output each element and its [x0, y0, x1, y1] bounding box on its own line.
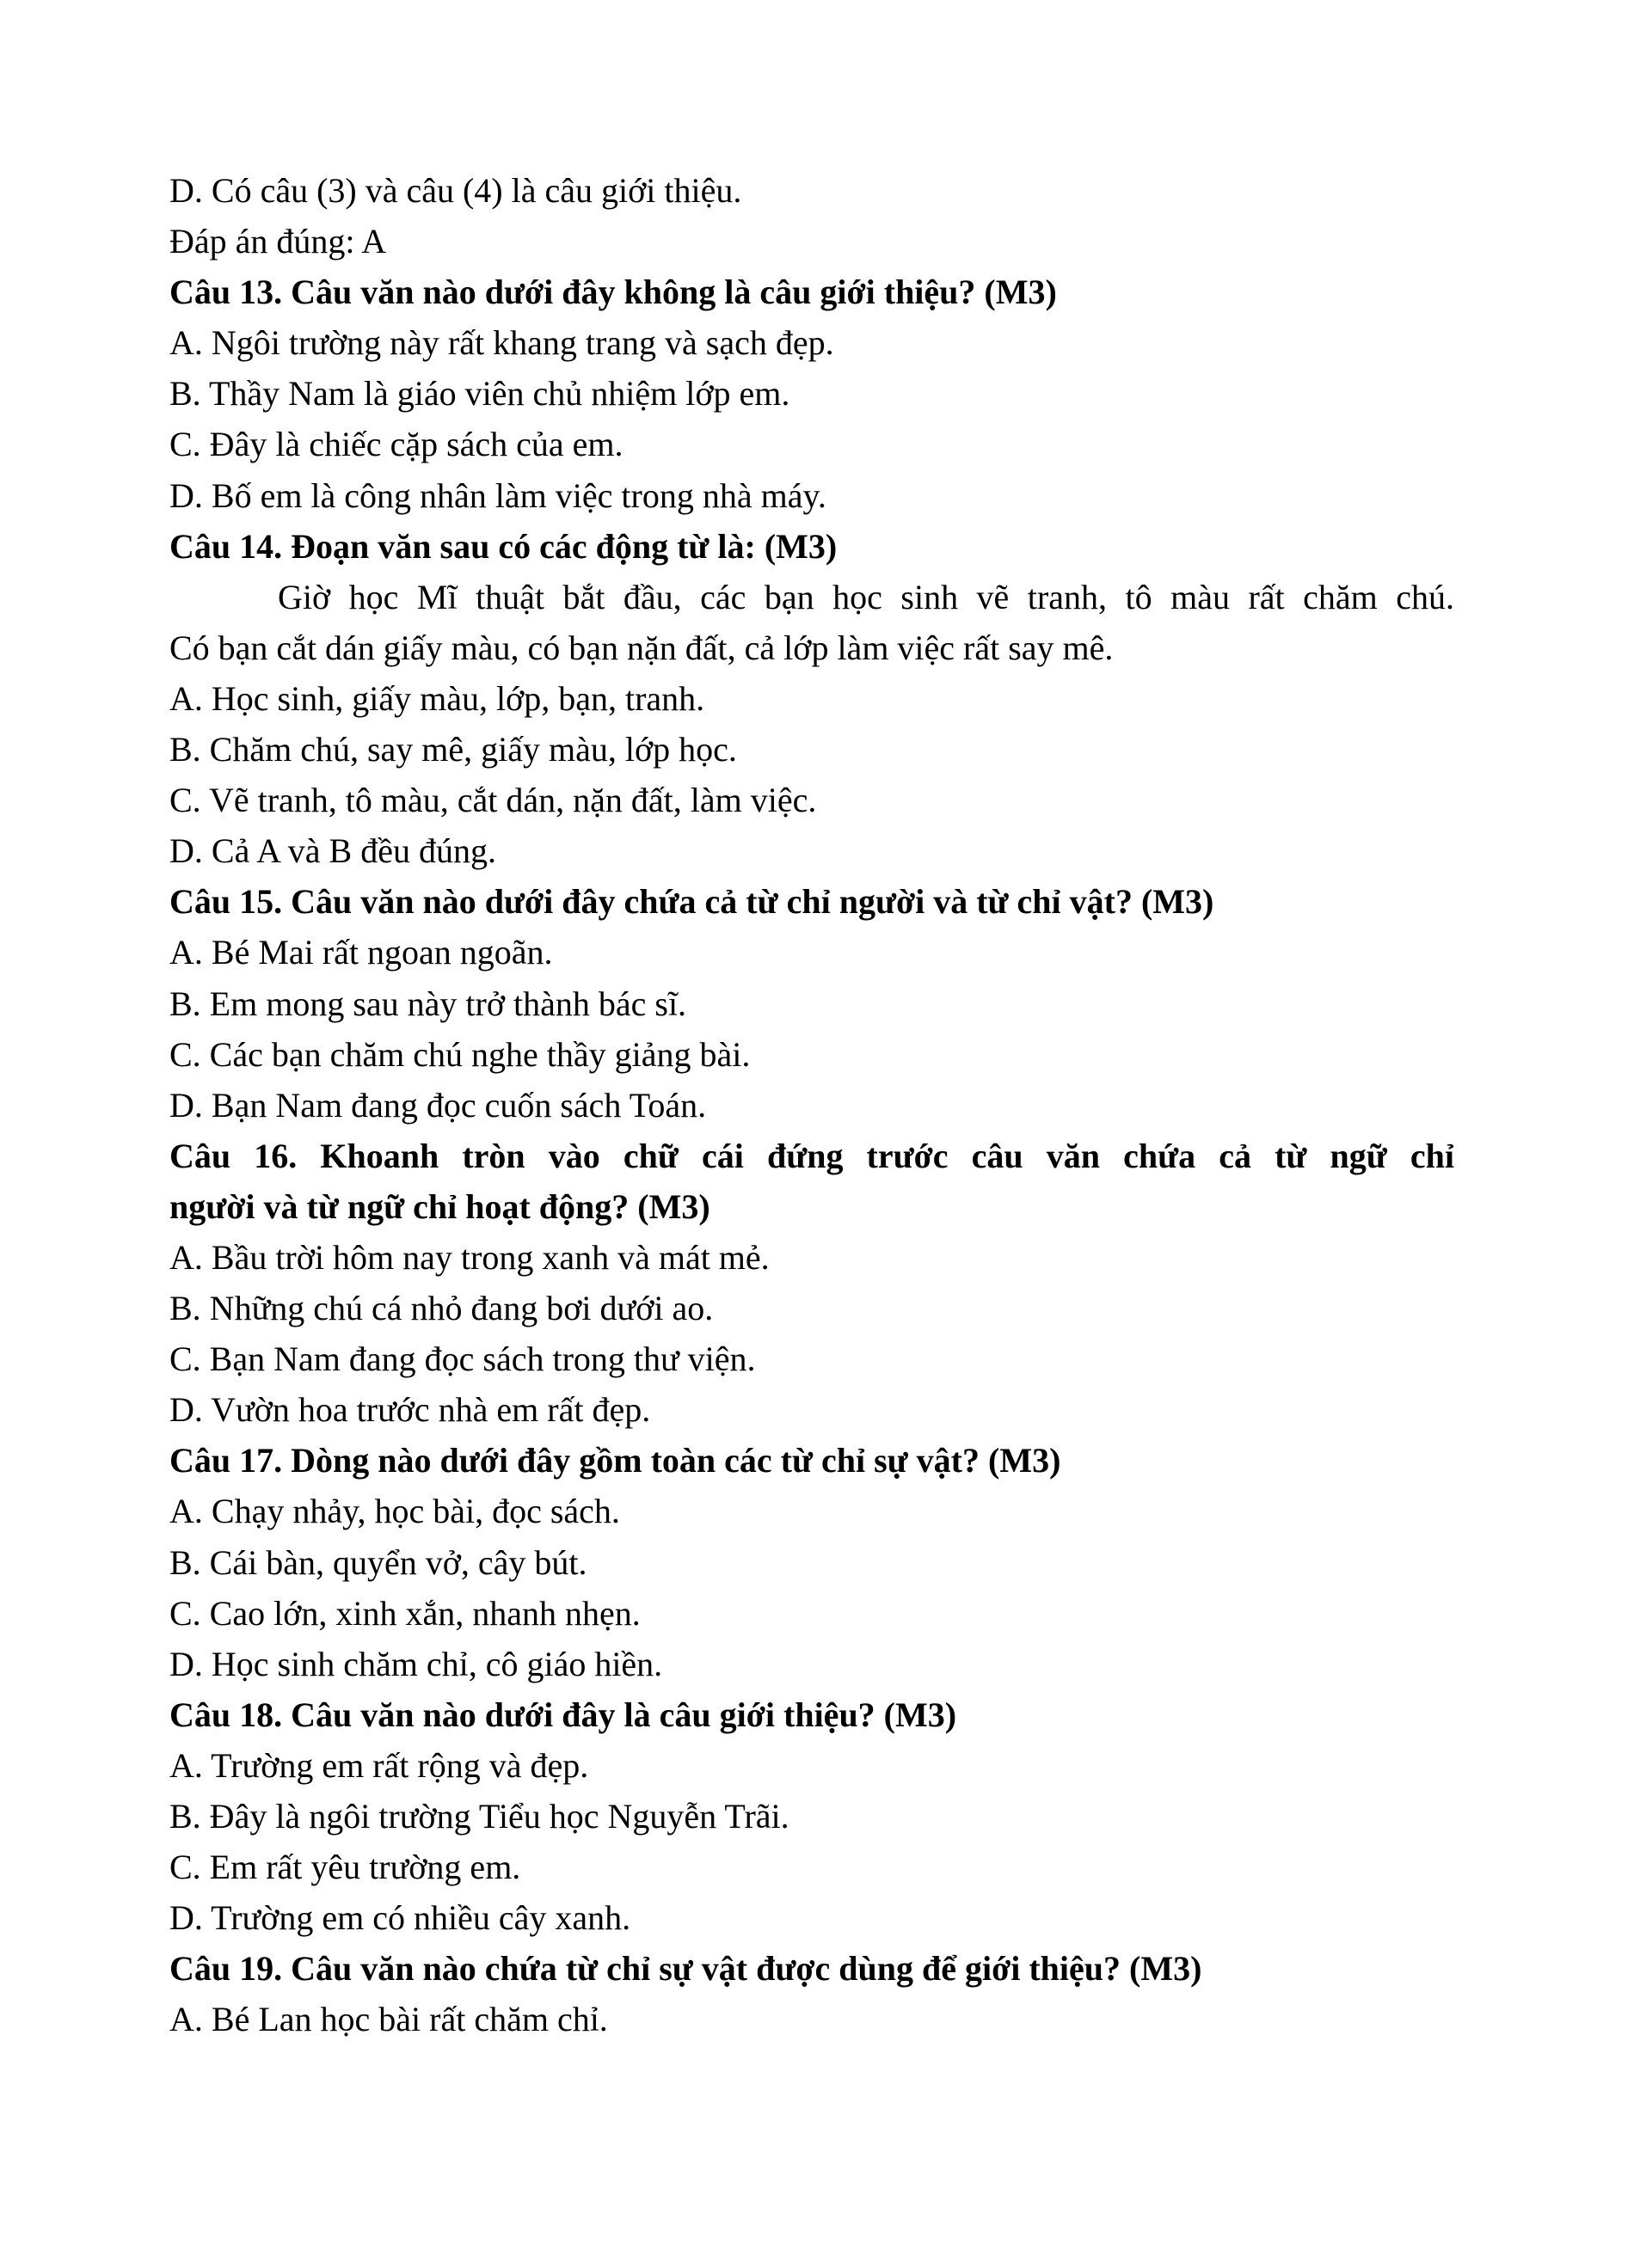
option-c-q18: C. Em rất yêu trường em.: [169, 1848, 521, 1887]
option-d-q18: D. Trường em có nhiều cây xanh.: [169, 1898, 631, 1938]
passage-line-1: Giờ học Mĩ thuật bắt đầu, các bạn học sinh vẽ tranh, tô màu rất chăm chú.: [278, 577, 1454, 616]
option-a-q17: A. Chạy nhảy, học bài, đọc sách.: [169, 1492, 620, 1531]
question-13: Câu 13. Câu văn nào dưới đây không là câu giới thiệu? (M3): [169, 273, 1057, 312]
option-b-q18: B. Đây là ngôi trường Tiểu học Nguyễn Trãi.: [169, 1797, 789, 1836]
passage-line-2: Có bạn cắt dán giấy màu, có bạn nặn đất, cả lớp làm việc rất say mê.: [169, 628, 1114, 667]
answer-q12: Đáp án đúng: A: [169, 222, 387, 261]
option-a-q16: A. Bầu trời hôm nay trong xanh và mát mẻ.: [169, 1237, 770, 1277]
option-d-q16: D. Vườn hoa trước nhà em rất đẹp.: [169, 1390, 651, 1430]
option-b-q14: B. Chăm chú, say mê, giấy màu, lớp học.: [169, 730, 737, 769]
option-b-q17: B. Cái bàn, quyển vở, cây bút.: [169, 1542, 587, 1582]
question-15: Câu 15. Câu văn nào dưới đây chứa cả từ chỉ người và từ chỉ vật? (M3): [169, 882, 1214, 922]
option-b-q16: B. Những chú cá nhỏ đang bơi dưới ao.: [169, 1289, 714, 1328]
option-d-q15: D. Bạn Nam đang đọc cuốn sách Toán.: [169, 1085, 707, 1125]
question-17: Câu 17. Dòng nào dưới đây gồm toàn các từ chỉ sự vật? (M3): [169, 1441, 1061, 1480]
option-b-q13: B. Thầy Nam là giáo viên chủ nhiệm lớp em.: [169, 374, 790, 414]
option-c-q17: C. Cao lớn, xinh xắn, nhanh nhẹn.: [169, 1593, 641, 1633]
option-c-q15: C. Các bạn chăm chú nghe thầy giảng bài.: [169, 1034, 751, 1074]
option-c-q14: C. Vẽ tranh, tô màu, cắt dán, nặn đất, làm việc.: [169, 781, 817, 820]
option-a-q14: A. Học sinh, giấy màu, lớp, bạn, tranh.: [169, 678, 705, 718]
option-d-q14: D. Cả A và B đều đúng.: [169, 831, 496, 871]
question-19: Câu 19. Câu văn nào chứa từ chỉ sự vật được dùng để giới thiệu? (M3): [169, 1949, 1202, 1989]
option-a-q15: A. Bé Mai rất ngoan ngoãn.: [169, 933, 553, 972]
option-d-q12: D. Có câu (3) và câu (4) là câu giới thiệu.: [169, 171, 742, 210]
option-c-q13: C. Đây là chiếc cặp sách của em.: [169, 425, 624, 464]
option-c-q16: C. Bạn Nam đang đọc sách trong thư viện.: [169, 1339, 756, 1379]
option-b-q15: B. Em mong sau này trở thành bác sĩ.: [169, 984, 687, 1023]
option-a-q13: A. Ngôi trường này rất khang trang và sạch đẹp.: [169, 323, 834, 363]
option-d-q17: D. Học sinh chăm chỉ, cô giáo hiền.: [169, 1644, 663, 1683]
document-page: [169, 165, 1454, 2044]
option-d-q13: D. Bố em là công nhân làm việc trong nhà máy.: [169, 475, 826, 515]
option-a-q18: A. Trường em rất rộng và đẹp.: [169, 1745, 589, 1785]
question-18: Câu 18. Câu văn nào dưới đây là câu giới thiệu? (M3): [169, 1695, 957, 1734]
question-16-line-1: Câu 16. Khoanh tròn vào chữ cái đứng trước câu văn chứa cả từ ngữ chỉ: [169, 1136, 1454, 1175]
question-14: Câu 14. Đoạn văn sau có các động từ là: (M3): [169, 526, 838, 566]
question-16-line-2: người và từ ngữ chỉ hoạt động? (M3): [169, 1186, 710, 1226]
option-a-q19: A. Bé Lan học bài rất chăm chỉ.: [169, 2000, 608, 2039]
